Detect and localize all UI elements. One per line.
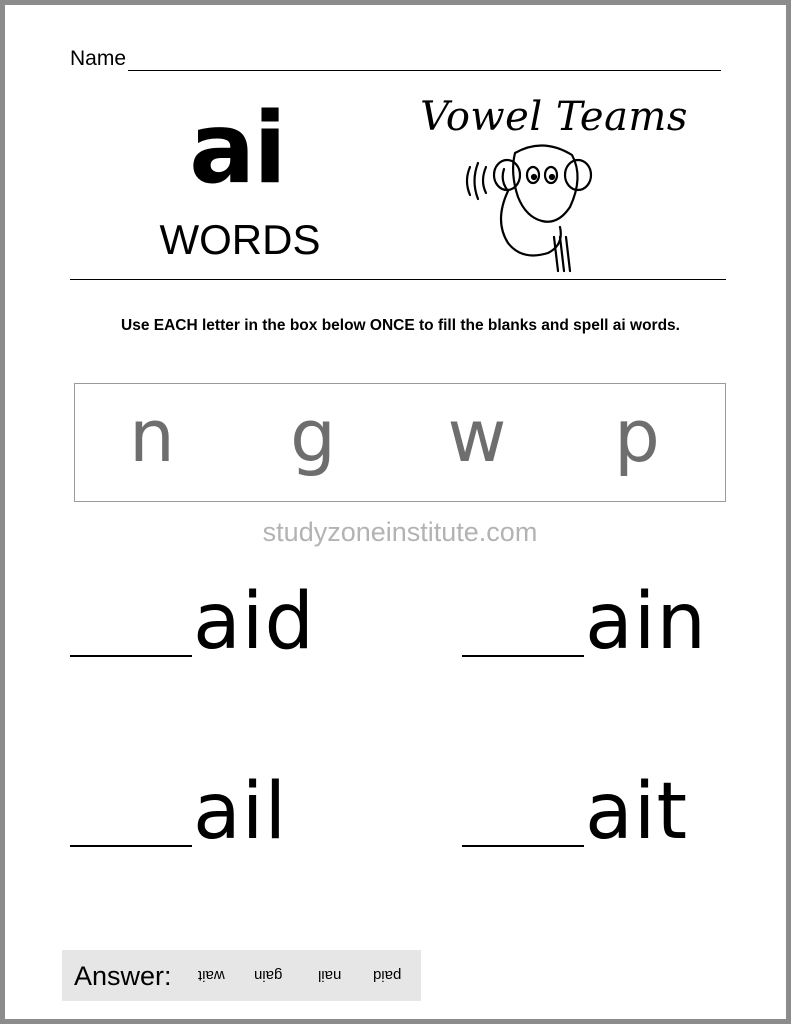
- name-write-line: [128, 51, 721, 71]
- fill-blank-word: [70, 577, 370, 667]
- answer-item: nail: [318, 967, 342, 984]
- answer-key-box: [62, 950, 421, 1001]
- word-ending: ait: [585, 767, 689, 857]
- fill-blank-word: [462, 767, 762, 857]
- blank-line: [70, 655, 192, 657]
- answer-item: gain: [254, 967, 283, 984]
- word-ending: ain: [585, 577, 707, 667]
- vowel-teams-title: Vowel Teams: [420, 94, 688, 140]
- words-label: WORDS: [159, 216, 321, 263]
- letter-bank-item: n: [129, 394, 175, 478]
- letter-bank-item: w: [447, 394, 507, 478]
- answer-label: Answer:: [74, 961, 172, 991]
- fill-blank-word: [70, 767, 370, 857]
- name-label: Name: [70, 47, 127, 70]
- word-ending: ail: [193, 767, 288, 857]
- blank-line: [70, 845, 192, 847]
- letter-bank-box: [74, 383, 726, 502]
- instructions-text: Use EACH letter in the box below ONCE to fill the blanks and spell ai words.: [121, 317, 680, 334]
- watermark-text: studyzoneinstitute.com: [262, 517, 538, 547]
- answer-item: paid: [373, 967, 402, 984]
- fill-blank-word: [462, 577, 762, 667]
- header-divider: [70, 279, 726, 280]
- blank-line: [462, 655, 584, 657]
- letter-bank-item: p: [614, 394, 660, 478]
- big-ai-heading: ai: [189, 92, 285, 206]
- blank-line: [462, 845, 584, 847]
- monkey-listening-icon: [460, 133, 610, 273]
- word-ending: aid: [193, 577, 315, 667]
- letter-bank-item: g: [290, 394, 336, 478]
- name-row: [70, 47, 721, 71]
- answer-item: wait: [198, 967, 225, 984]
